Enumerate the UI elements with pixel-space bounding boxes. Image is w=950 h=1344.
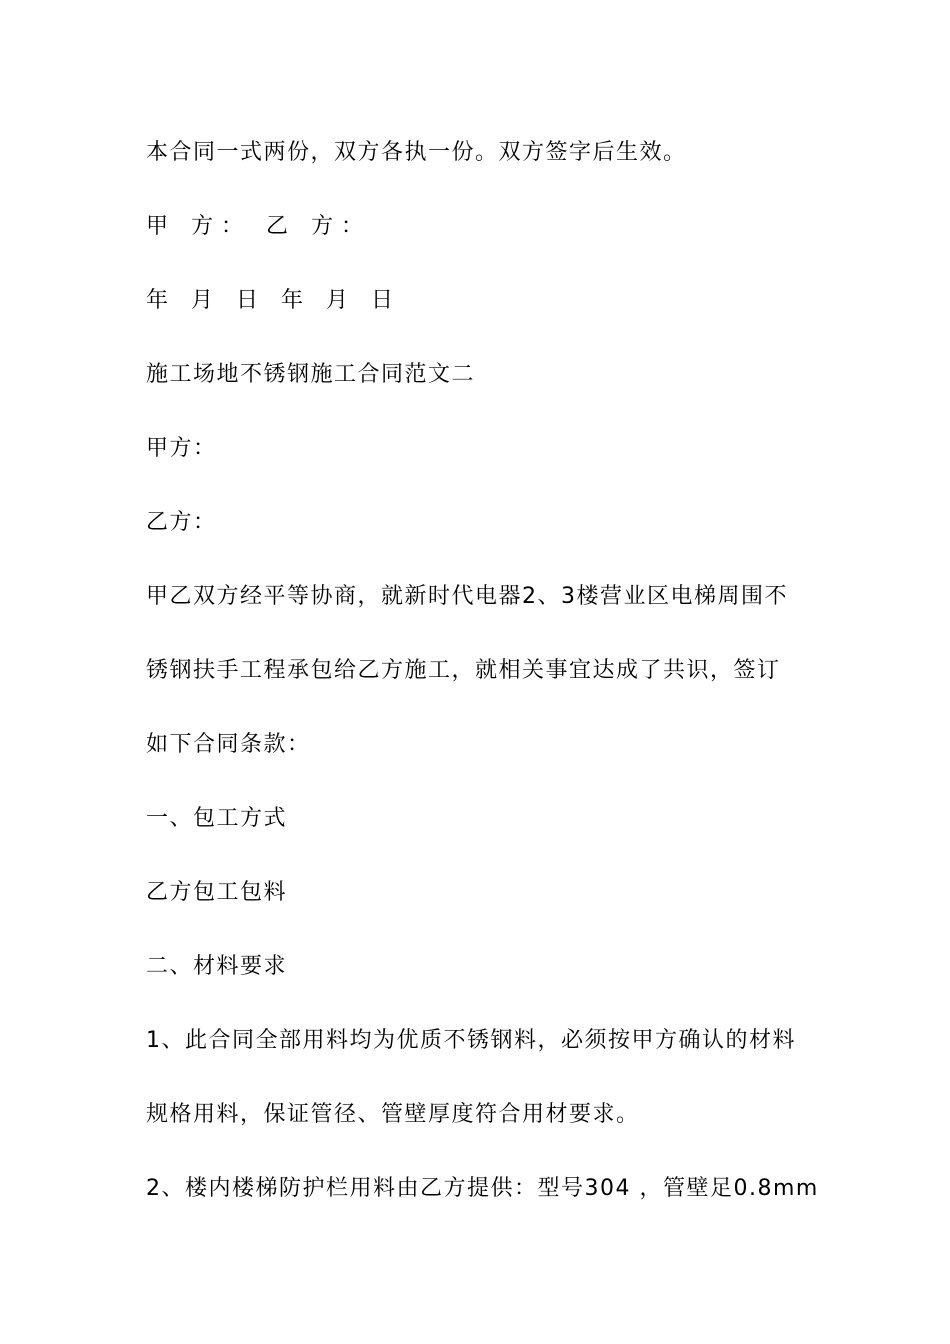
party-a: 甲方： xyxy=(146,436,217,461)
signature-dates: 年 月 日 年 月 日 xyxy=(146,288,401,313)
party-b: 乙方： xyxy=(146,510,217,535)
paragraph-intro-1: 甲乙双方经平等协商，就新时代电器2、3楼营业区电梯周围不 xyxy=(146,584,788,609)
signature-parties: 甲 方： 乙 方： xyxy=(146,214,371,239)
contract-method-text: 乙方包工包料 xyxy=(146,880,288,905)
paragraph-intro-3: 如下合同条款： xyxy=(146,732,311,757)
heading-material-requirements: 二、材料要求 xyxy=(146,954,288,979)
section-title: 施工场地不锈钢施工合同范文二 xyxy=(146,362,476,387)
heading-contract-method: 一、包工方式 xyxy=(146,806,288,831)
paragraph-intro-2: 锈钢扶手工程承包给乙方施工，就相关事宜达成了共识，签订 xyxy=(146,658,781,683)
paragraph-effect: 本合同一式两份，双方各执一份。双方签字后生效。 xyxy=(146,140,687,165)
material-item-2-line-1: 2、楼内楼梯防护栏用料由乙方提供：型号304 ，管壁足0.8mm xyxy=(146,1176,819,1201)
material-item-1-line-2: 规格用料，保证管径、管壁厚度符合用材要求。 xyxy=(146,1102,640,1127)
material-item-1-line-1: 1、此合同全部用料均为优质不锈钢料，必须按甲方确认的材料 xyxy=(146,1028,796,1053)
